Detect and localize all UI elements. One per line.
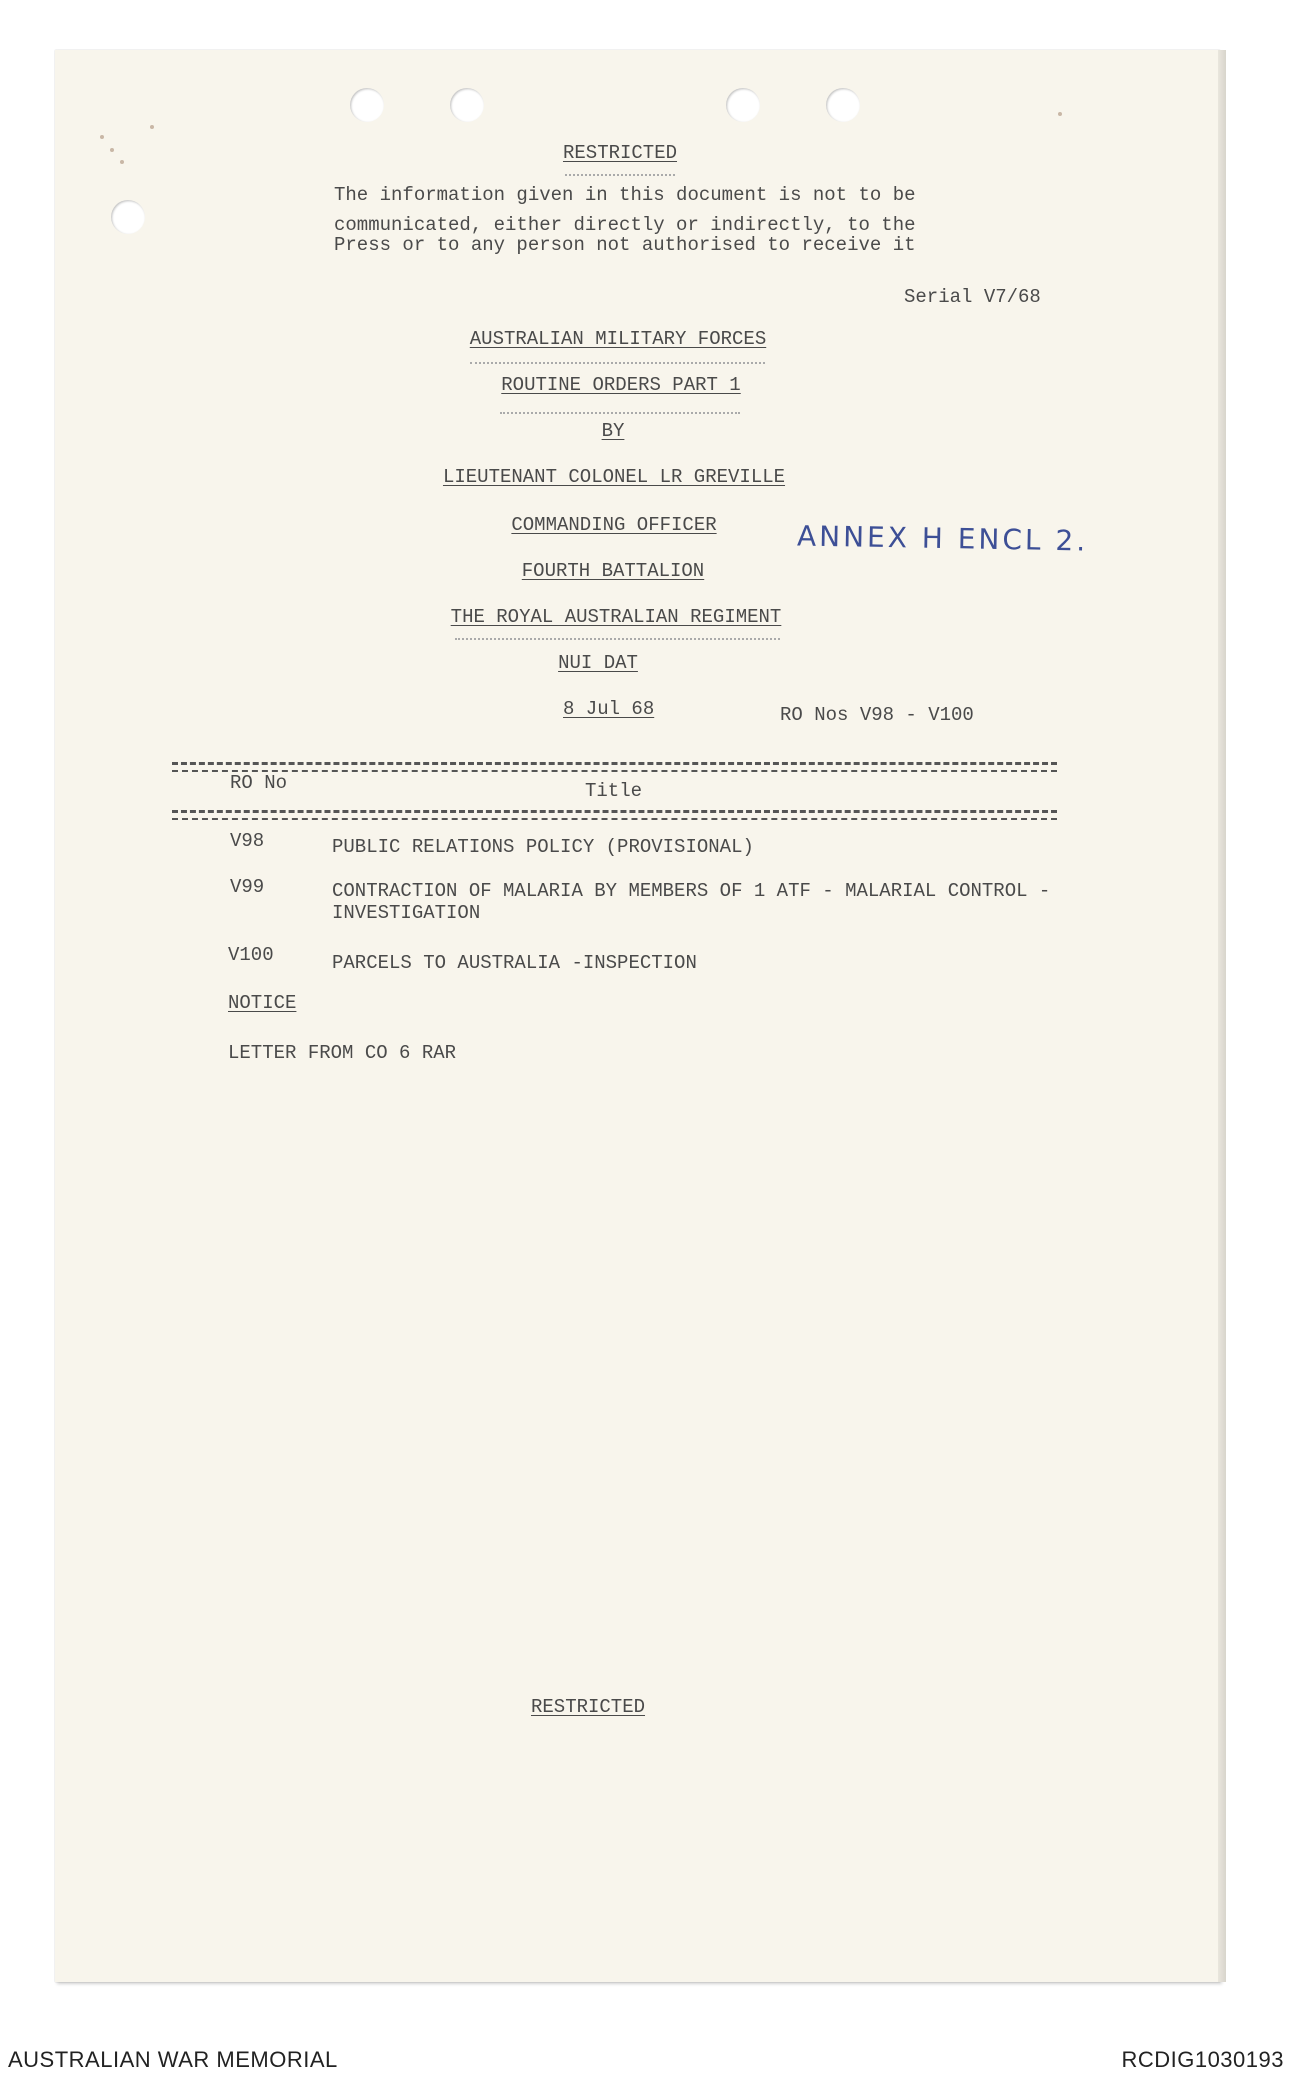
column-header-title: Title xyxy=(585,780,643,802)
paper-mark xyxy=(150,125,154,129)
title-line-2: ROUTINE ORDERS PART 1 xyxy=(501,374,741,396)
notice-heading: NOTICE xyxy=(228,992,297,1014)
dot-row xyxy=(565,174,675,176)
column-header-ro: RO No xyxy=(230,772,288,794)
notice-line-2: communicated, either directly or indirectly, to the xyxy=(334,214,916,236)
table-row-title: CONTRACTION OF MALARIA BY MEMBERS OF 1 ATF - MALARIAL CONTROL - xyxy=(332,880,1051,902)
table-rule-top-2 xyxy=(172,770,1057,772)
table-row-ro: V100 xyxy=(228,944,274,966)
paper-mark xyxy=(120,160,124,164)
table-rule-header-2 xyxy=(172,818,1057,820)
notice-line-3: Press or to any person not authorised to receive it xyxy=(334,234,916,256)
notice-line-1: The information given in this document is not to be xyxy=(334,184,916,206)
title-line-5: COMMANDING OFFICER xyxy=(511,514,717,536)
punch-hole xyxy=(350,88,384,122)
table-rule-top xyxy=(172,762,1057,765)
punch-hole xyxy=(726,88,760,122)
archive-source-caption: AUSTRALIAN WAR MEMORIAL xyxy=(8,2047,338,2072)
dot-row xyxy=(470,362,765,364)
archive-id-caption: RCDIG1030193 xyxy=(1121,2047,1284,2072)
title-line-7: THE ROYAL AUSTRALIAN REGIMENT xyxy=(450,606,782,628)
title-line-1: AUSTRALIAN MILITARY FORCES xyxy=(469,328,767,350)
punch-hole xyxy=(111,200,145,234)
table-row-title: PUBLIC RELATIONS POLICY (PROVISIONAL) xyxy=(332,836,754,858)
paper-mark xyxy=(100,135,104,139)
table-row-ro: V99 xyxy=(230,876,265,898)
page-edge xyxy=(1218,50,1226,1982)
table-rule-header xyxy=(172,810,1057,813)
title-line-4: LIEUTENANT COLONEL LR GREVILLE xyxy=(442,466,786,488)
punch-hole xyxy=(826,88,860,122)
handwritten-annotation: ANNEX H ENCL 2. xyxy=(796,519,1089,558)
punch-hole xyxy=(450,88,484,122)
notice-item: LETTER FROM CO 6 RAR xyxy=(228,1042,457,1064)
serial-number: Serial V7/68 xyxy=(904,286,1041,308)
paper-mark xyxy=(110,148,114,152)
classification-header: RESTRICTED xyxy=(562,142,678,164)
title-line-6: FOURTH BATTALION xyxy=(521,560,705,582)
order-date: 8 Jul 68 xyxy=(563,698,655,720)
title-line-8: NUI DAT xyxy=(558,652,638,674)
table-row-title-continued: INVESTIGATION xyxy=(332,902,481,924)
ro-range: RO Nos V98 - V100 xyxy=(780,704,974,726)
table-row-ro: V98 xyxy=(230,830,265,852)
classification-footer: RESTRICTED xyxy=(530,1696,646,1718)
table-row-title: PARCELS TO AUSTRALIA -INSPECTION xyxy=(332,952,697,974)
dot-row xyxy=(455,638,780,640)
title-line-3: BY xyxy=(601,420,625,442)
dot-row xyxy=(500,412,740,414)
paper-mark xyxy=(1058,112,1062,116)
